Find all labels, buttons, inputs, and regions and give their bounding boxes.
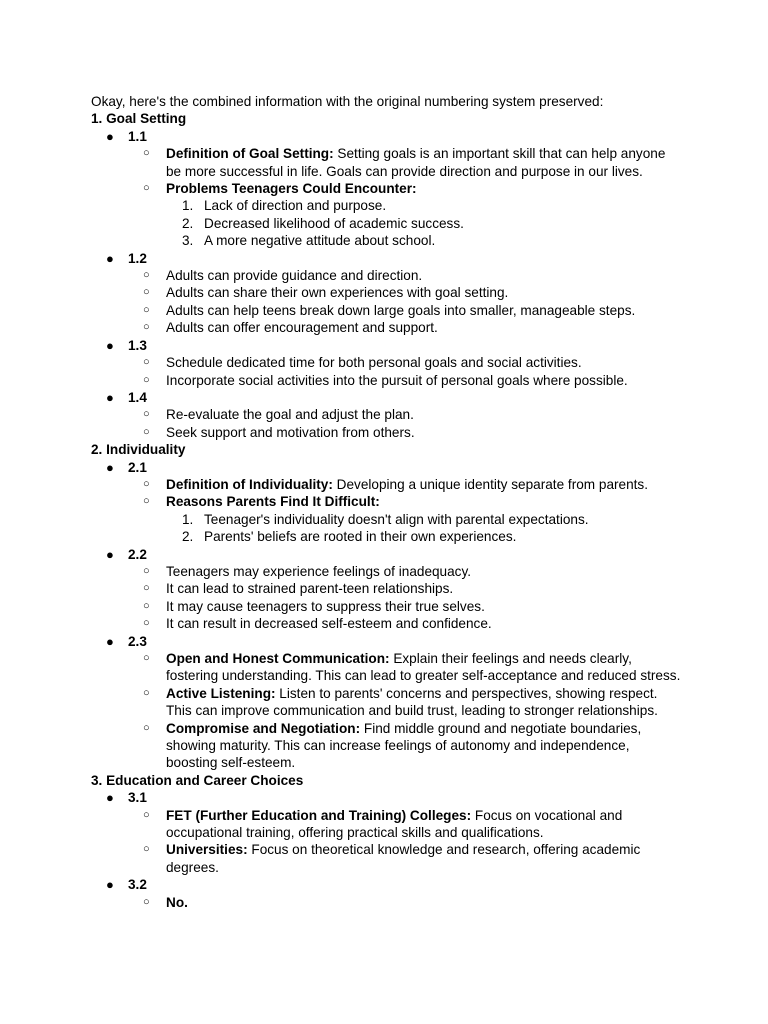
hollow-bullet-icon: ○: [143, 182, 150, 195]
point-item: [128, 284, 681, 301]
point-heading: Open and Honest Communication:: [166, 651, 390, 666]
section: [91, 772, 681, 911]
item-text: Lack of direction and purpose.: [204, 198, 387, 214]
section-title: 2. Individuality: [91, 442, 186, 458]
hollow-bullet-icon: ○: [143, 408, 150, 421]
point-item: [128, 580, 681, 597]
subsection-item: [91, 389, 681, 441]
subsection-number: 1.4: [128, 389, 147, 405]
point-text: Focus on theoretical knowledge and research, offering academic degrees.: [166, 842, 641, 875]
point-list: [128, 650, 681, 772]
point-item: [128, 406, 681, 423]
bullet-icon: ●: [106, 337, 114, 353]
item-number: 1.: [182, 198, 194, 214]
bullet-icon: ●: [106, 877, 114, 893]
item-text: A more negative attitude about school.: [204, 233, 436, 249]
hollow-bullet-icon: ○: [143, 721, 150, 734]
hollow-bullet-icon: ○: [143, 495, 150, 508]
point-item: [128, 615, 681, 632]
point-list: [128, 894, 681, 911]
hollow-bullet-icon: ○: [143, 356, 150, 369]
hollow-bullet-icon: ○: [143, 652, 150, 664]
hollow-bullet-icon: ○: [143, 843, 150, 856]
hollow-bullet-icon: ○: [143, 286, 150, 299]
subsection-item: [91, 789, 681, 876]
point-list: [128, 267, 681, 337]
subsection-number: 1.2: [128, 250, 147, 266]
point-heading: FET (Further Education and Training) Colleges:: [166, 807, 472, 823]
point-item: [128, 354, 681, 371]
bullet-icon: ●: [106, 389, 114, 405]
subsection-item: [91, 876, 681, 911]
subsection-item: [91, 128, 681, 250]
subsection-number: 2.3: [128, 633, 147, 649]
point-item: [128, 493, 681, 545]
subsection-number: 2.1: [128, 459, 147, 475]
subsection-item: [91, 459, 681, 546]
subsection-item: [91, 337, 681, 389]
bullet-icon: ●: [106, 546, 114, 562]
hollow-bullet-icon: ○: [143, 599, 150, 612]
point-text: Adults can share their own experiences with goal setting.: [166, 285, 509, 301]
numbered-list: [166, 197, 681, 249]
subsection-number: 2.2: [128, 546, 147, 562]
item-number: 1.: [182, 511, 194, 527]
sections-container: [91, 110, 681, 911]
numbered-item: [166, 232, 681, 249]
point-item: [128, 267, 681, 284]
point-list: [128, 476, 681, 546]
subsection-number: 3.2: [128, 877, 147, 893]
hollow-bullet-icon: ○: [143, 564, 150, 577]
point-heading: Universities:: [166, 842, 248, 858]
point-heading: Reasons Parents Find It Difficult:: [166, 494, 380, 510]
bullet-icon: ●: [106, 633, 114, 649]
point-heading: Definition of Goal Setting:: [166, 146, 334, 162]
hollow-bullet-icon: ○: [143, 686, 150, 699]
point-list: [128, 807, 681, 877]
subsection-number: 3.1: [128, 790, 147, 806]
hollow-bullet-icon: ○: [143, 303, 150, 316]
hollow-bullet-icon: ○: [143, 147, 150, 160]
hollow-bullet-icon: ○: [143, 321, 150, 334]
point-text: Focus on vocational and occupational training, offering practical skills and qualifications.: [166, 807, 623, 841]
point-text: Setting goals is an important skill that can help anyone be more successful in life. Goals can provide direction and purpose in our lives.: [166, 146, 666, 179]
hollow-bullet-icon: ○: [143, 269, 150, 282]
numbered-item: [166, 528, 681, 545]
hollow-bullet-icon: ○: [143, 808, 150, 821]
item-text: Decreased likelihood of academic success.: [204, 215, 464, 231]
point-item: [128, 685, 681, 720]
hollow-bullet-icon: ○: [143, 617, 150, 630]
subsection-list: [91, 789, 681, 911]
point-item: [128, 145, 681, 180]
item-number: 2.: [182, 215, 194, 231]
point-list: [128, 563, 681, 633]
point-heading: Compromise and Negotiation:: [166, 720, 361, 736]
bullet-icon: ●: [106, 128, 114, 144]
point-item: [128, 180, 681, 250]
bullet-icon: ●: [106, 250, 114, 266]
item-number: 2.: [182, 529, 194, 545]
subsection-number: 1.1: [128, 128, 147, 144]
bullet-icon: ●: [106, 459, 114, 475]
point-text: Find middle ground and negotiate boundaries, showing maturity. This can increase feelings of autonomy and independence, boosting self-esteem.: [166, 720, 642, 771]
point-text: It can result in decreased self-esteem and confidence.: [166, 616, 492, 632]
section-title: 1. Goal Setting: [91, 111, 187, 127]
numbered-list: [166, 511, 681, 546]
point-item: [128, 476, 681, 493]
point-item: [128, 372, 681, 389]
point-item: [128, 598, 681, 615]
numbered-item: [166, 197, 681, 214]
hollow-bullet-icon: ○: [143, 477, 150, 490]
section: [91, 110, 681, 441]
point-text: It may cause teenagers to suppress their true selves.: [166, 598, 485, 614]
point-text: Re-evaluate the goal and adjust the plan.: [166, 407, 414, 423]
section: [91, 441, 681, 772]
point-text: Listen to parents' concerns and perspectives, showing respect. This can improve communication and build trust, leading to stronger relationships.: [166, 685, 658, 719]
numbered-item: [166, 215, 681, 232]
point-item: [128, 894, 681, 911]
point-text: Seek support and motivation from others.: [166, 424, 415, 440]
item-text: Parents' beliefs are rooted in their own experiences.: [204, 529, 517, 545]
document-body: [91, 93, 681, 911]
point-text: Incorporate social activities into the pursuit of personal goals where possible.: [166, 372, 628, 388]
subsection-item: [91, 633, 681, 772]
point-text: Adults can help teens break down large goals into smaller, manageable steps.: [166, 302, 636, 318]
item-number: 3.: [182, 233, 194, 249]
point-heading: Definition of Individuality:: [166, 476, 333, 492]
hollow-bullet-icon: ○: [143, 373, 150, 386]
point-list: [128, 354, 681, 389]
bullet-icon: ●: [106, 790, 114, 806]
point-item: [128, 319, 681, 336]
point-text: Schedule dedicated time for both personal goals and social activities.: [166, 355, 582, 371]
point-item: [128, 720, 681, 772]
point-text: Adults can provide guidance and direction.: [166, 268, 423, 284]
point-item: [128, 302, 681, 319]
item-text: Teenager's individuality doesn't align with parental expectations.: [204, 511, 589, 527]
numbered-item: [166, 511, 681, 528]
point-list: [128, 406, 681, 441]
point-item: [128, 807, 681, 842]
hollow-bullet-icon: ○: [143, 425, 150, 438]
point-text: Explain their feelings and needs clearly, fostering understanding. This can lead to greater self-acceptance and reduced stress.: [166, 651, 681, 684]
point-heading: Problems Teenagers Could Encounter:: [166, 181, 417, 197]
subsection-number: 1.3: [128, 337, 147, 353]
subsection-list: [91, 459, 681, 772]
point-text: Adults can offer encouragement and support.: [166, 320, 438, 336]
subsection-item: [91, 250, 681, 337]
hollow-bullet-icon: ○: [143, 895, 150, 908]
point-item: [128, 841, 681, 876]
subsection-item: [91, 546, 681, 633]
intro-text: Okay, here's the combined information with the original numbering system preserved:: [91, 94, 604, 109]
point-item: [128, 563, 681, 580]
section-title: 3. Education and Career Choices: [91, 772, 304, 788]
point-text: Developing a unique identity separate from parents.: [332, 476, 649, 492]
subsection-list: [91, 128, 681, 441]
point-heading: Active Listening:: [166, 685, 276, 701]
hollow-bullet-icon: ○: [143, 582, 150, 595]
point-text: Teenagers may experience feelings of inadequacy.: [166, 563, 472, 579]
point-item: [128, 650, 681, 685]
point-heading: No.: [166, 894, 188, 910]
point-item: [128, 424, 681, 441]
point-list: [128, 145, 681, 249]
point-text: It can lead to strained parent-teen relationships.: [166, 581, 454, 597]
